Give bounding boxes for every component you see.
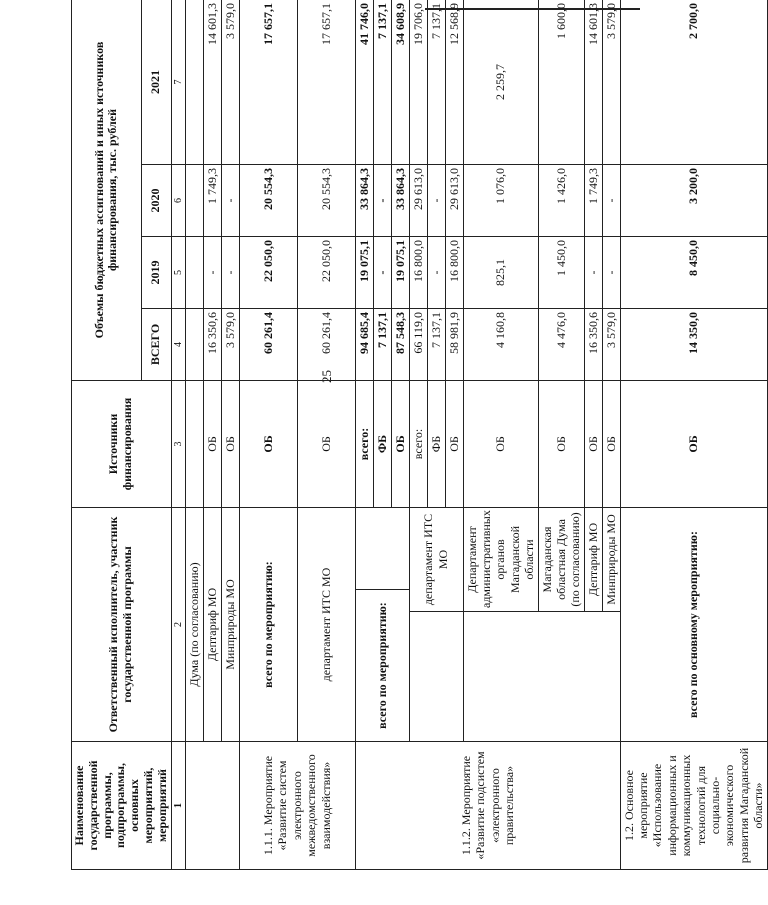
value-cell: 14 350,0 bbox=[620, 309, 767, 381]
source-cell: ОБ bbox=[221, 381, 239, 508]
table-row bbox=[239, 0, 297, 870]
measure-name-1-2: 1.2. Основное мероприятие «Использование информационных и коммуникационных технологий для социально-экономического развития Магаданской области» bbox=[620, 742, 767, 870]
index-cell: 2 bbox=[171, 508, 185, 742]
value-cell: 87 548,3 bbox=[391, 309, 409, 381]
name-cell-empty bbox=[185, 742, 239, 870]
index-cell: 1 bbox=[171, 742, 185, 870]
value-cell bbox=[185, 309, 203, 381]
col-header-source: Источники финансирования bbox=[72, 381, 172, 508]
value-cell: 3 200,0 bbox=[620, 165, 767, 237]
value-cell: - bbox=[373, 165, 391, 237]
header-row bbox=[72, 0, 142, 870]
source-cell: ОБ bbox=[602, 381, 620, 508]
spacer-cell bbox=[463, 612, 620, 742]
measure-name-1-1-1: 1.1.1. Мероприятие «Развитие систем электронного межведомственного взаимодействия» bbox=[239, 742, 355, 870]
table-row bbox=[355, 0, 373, 870]
value-cell: 22 050,0 bbox=[239, 237, 297, 309]
value-cell: - bbox=[221, 237, 239, 309]
source-cell: ОБ bbox=[538, 381, 584, 508]
value-cell: 2 259,7 bbox=[463, 0, 538, 165]
value-cell: 7 137,1 bbox=[373, 0, 391, 165]
value-cell bbox=[185, 237, 203, 309]
source-cell: всего: bbox=[409, 381, 427, 508]
col-header-exec: Ответственный исполнитель, участник государственной программы bbox=[72, 508, 172, 742]
value-cell: 8 450,0 bbox=[620, 237, 767, 309]
index-cell: 6 bbox=[171, 165, 185, 237]
value-cell: - bbox=[203, 237, 221, 309]
value-cell bbox=[185, 165, 203, 237]
exec-cell: Магаданская областная Дума (по согласованию) bbox=[538, 508, 584, 612]
value-cell: 19 075,1 bbox=[391, 237, 409, 309]
measure-name-1-1-2: 1.1.2. Мероприятие «Развитие подсистем «электронного правительства» bbox=[355, 742, 620, 870]
value-cell: 7 137,1 bbox=[427, 0, 445, 165]
value-cell: 19 706,0 bbox=[409, 0, 427, 165]
value-cell: 1 450,0 bbox=[538, 237, 584, 309]
source-cell: ОБ bbox=[463, 381, 538, 508]
source-cell: ОБ bbox=[620, 381, 767, 508]
table-row bbox=[185, 0, 203, 870]
value-cell: - bbox=[221, 165, 239, 237]
value-cell: 16 350,6 bbox=[584, 309, 602, 381]
value-cell: - bbox=[373, 237, 391, 309]
value-cell: - bbox=[584, 237, 602, 309]
financing-table bbox=[71, 0, 768, 870]
index-cell: 4 bbox=[171, 309, 185, 381]
value-cell: 3 579,0 bbox=[602, 309, 620, 381]
value-cell: 1 749,3 bbox=[203, 165, 221, 237]
source-cell: ОБ bbox=[584, 381, 602, 508]
value-cell: 16 350,6 bbox=[203, 309, 221, 381]
value-cell: 20 554,3 bbox=[239, 165, 297, 237]
value-cell: 1 749,3 bbox=[584, 165, 602, 237]
value-cell: - bbox=[427, 165, 445, 237]
value-cell: 2 700,0 bbox=[620, 0, 767, 165]
value-cell: 1 600,0 bbox=[538, 0, 584, 165]
table-row bbox=[297, 0, 355, 870]
value-cell: - bbox=[427, 237, 445, 309]
value-cell: 7 137,1 bbox=[427, 309, 445, 381]
value-cell: - bbox=[602, 165, 620, 237]
value-cell: 4 160,8 bbox=[463, 309, 538, 381]
col-header-year: 2019 bbox=[141, 237, 171, 309]
value-cell: 60 261,4 bbox=[239, 309, 297, 381]
value-cell: 16 800,0 bbox=[445, 237, 463, 309]
value-cell: 66 119,0 bbox=[409, 309, 427, 381]
value-cell: 16 800,0 bbox=[409, 237, 427, 309]
value-cell: 20 554,3 bbox=[297, 165, 355, 237]
col-header-total: ВСЕГО bbox=[141, 309, 171, 381]
value-cell: 3 579,0 bbox=[221, 0, 239, 165]
index-cell: 7 bbox=[171, 0, 185, 165]
value-cell: 1 426,0 bbox=[538, 165, 584, 237]
value-cell: 29 613,0 bbox=[445, 165, 463, 237]
table-row bbox=[620, 0, 767, 870]
source-cell: ФБ bbox=[427, 381, 445, 508]
value-cell: 33 864,3 bbox=[355, 165, 373, 237]
value-cell: 60 261,4 bbox=[297, 309, 355, 381]
table-row bbox=[221, 0, 239, 870]
index-cell: 3 bbox=[171, 381, 185, 508]
exec-cell: Дума (по согласованию) bbox=[185, 508, 203, 742]
value-cell: 3 579,0 bbox=[221, 309, 239, 381]
value-cell: 29 613,0 bbox=[409, 165, 427, 237]
value-cell: 17 657,1 bbox=[239, 0, 297, 165]
page-number: 25 bbox=[319, 370, 334, 383]
value-cell: 3 579,0 bbox=[602, 0, 620, 165]
table-row bbox=[409, 0, 427, 870]
value-cell: 41 746,0 bbox=[355, 0, 373, 165]
value-cell: 17 657,1 bbox=[297, 0, 355, 165]
value-cell: 7 137,1 bbox=[373, 309, 391, 381]
value-cell: 825,1 bbox=[463, 237, 538, 309]
exec-cell: Минприроды МО bbox=[602, 508, 620, 612]
value-cell: 58 981,9 bbox=[445, 309, 463, 381]
col-header-year: 2020 bbox=[141, 165, 171, 237]
exec-cell: Департамент административных органов Магаданской области bbox=[463, 508, 538, 612]
value-cell: 14 601,3 bbox=[203, 0, 221, 165]
value-cell: 94 685,4 bbox=[355, 309, 373, 381]
exec-cell: департамент ИТС МО bbox=[297, 508, 355, 742]
index-cell: 5 bbox=[171, 237, 185, 309]
exec-cell: Дептариф МО bbox=[203, 508, 221, 742]
exec-cell: всего по мероприятию: bbox=[239, 508, 297, 742]
source-cell: ОБ bbox=[445, 381, 463, 508]
col-header-name: Наименование государственной программы, подпрограммы, основных мероприятий, мероприятий bbox=[72, 742, 172, 870]
source-cell: ОБ bbox=[297, 381, 355, 508]
value-cell: 22 050,0 bbox=[297, 237, 355, 309]
exec-cell: департамент ИТС МО bbox=[409, 508, 463, 612]
source-cell bbox=[185, 381, 203, 508]
value-cell: 1 076,0 bbox=[463, 165, 538, 237]
exec-cell: всего по основному мероприятию: bbox=[620, 508, 767, 742]
value-cell: - bbox=[602, 237, 620, 309]
rotated-page-content bbox=[71, 0, 766, 870]
source-cell: ФБ bbox=[373, 381, 391, 508]
source-cell: ОБ bbox=[203, 381, 221, 508]
value-cell: 14 601,3 bbox=[584, 0, 602, 165]
table-row bbox=[203, 0, 221, 870]
value-cell: 12 568,9 bbox=[445, 0, 463, 165]
exec-cell: Минприроды МО bbox=[221, 508, 239, 742]
source-cell: ОБ bbox=[391, 381, 409, 508]
col-header-group: Объемы бюджетных ассигнований и иных источников финансирования, тыс. рублей bbox=[72, 0, 142, 381]
col-header-year: 2021 bbox=[141, 0, 171, 165]
value-cell: 34 608,9 bbox=[391, 0, 409, 165]
value-cell bbox=[185, 0, 203, 165]
value-cell: 19 075,1 bbox=[355, 237, 373, 309]
value-cell: 33 864,3 bbox=[391, 165, 409, 237]
value-cell: 4 476,0 bbox=[538, 309, 584, 381]
exec-cell: всего по мероприятию: bbox=[355, 590, 409, 742]
source-cell: ОБ bbox=[239, 381, 297, 508]
spacer-cell bbox=[409, 612, 463, 742]
exec-cell: Дептариф МО bbox=[584, 508, 602, 612]
index-row bbox=[171, 0, 185, 870]
table-row bbox=[463, 0, 538, 870]
spacer-cell bbox=[355, 508, 409, 590]
source-cell: всего: bbox=[355, 381, 373, 508]
